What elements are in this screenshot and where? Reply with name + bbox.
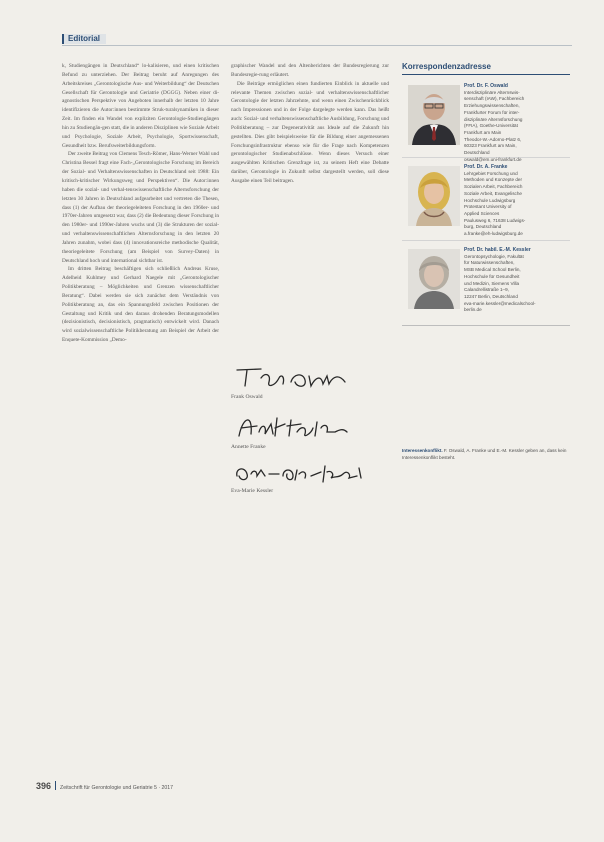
email-link[interactable]: eva-marie.kessler@medicalschool- [464, 300, 536, 306]
address-line: Frankfurter Forum für inter- [464, 109, 520, 115]
paragraph: k, Studiengängen in Deutschland“ lo-kalisieren, und einen kritischen Befund zu unterziehen. Der Beitrag beruht auf Anregungen des Arbeitskreises „Gerontologische Aus- und Weiterbildung“ der Deutschen Gesellschaft für Gerontologie und Geriatrie (DGGG). Neben einer di-agnostischen Perspektive von Angeboten innerhalb der letzten 10 Jahre identifizieren die Autor:innen bestimmte Struk-turalsynamiken in dieser Zeit. Im finden ein Wandel von expliziten Gerontologie-Studiengängen hin zu Studiengän-gen statt, die in anderen Disziplinen wie Soziale Arbeit und Psychologie, Soziale Arbeit, Psychologie, Sportwissenschaft, Gesundheit bzw. Berufsweiterbildungsform. [62, 63, 219, 149]
signature-oswald [231, 362, 391, 400]
correspondence-title: Korrespondenzadresse [402, 62, 570, 75]
body-column-1 [62, 62, 219, 345]
address-line: Soziale Arbeit, Evangelische [464, 190, 522, 196]
address-line: Theodor-W.-Adorno-Platz 6, [464, 136, 522, 142]
paragraph: Der zweite Beitrag von Clemens Tesch-Römer, Hans-Werner Wahl und Christina Bessel fragt eine Fach-„Gerontologische Forschung im Bereich der Sozial- und Verhaltenswissenschaften in Deutschland seit 1988: Ein kritisch-kritischer Wirkungsweg und Perspektiven“. Die Autor:innen haben die sozial- und verhal-tenswissenschaftliche Alternsforschung der letzten 30 Jahren in Deutschland aufgearbeitet und vertreten die Thesen, dass (1) der Aufbau der theoriegeleiteten Forschung in den 1960er- und 1970er-Jahren umgesetzt war, dass (2) die Bedeutung dieser Forschung in den 1980er- und 1990er-Jahren wuchs und (3) die Strukturen der sozial- und verhaltenswissenschaftlichen Alternsforschung in den letzten 20 Jahren zunahm, wobei dass (4) innovationsreiche methodische Qualität, theoriegeleitete Forschung (am Beispiel von Survey-Daten) in Deutschland hoch und international sichtbar ist. [62, 151, 219, 264]
portrait-kessler-icon [408, 249, 460, 309]
person-franke [402, 162, 570, 241]
address-line: disziplinäre Alternsforschung [464, 116, 523, 122]
body-column-2 [231, 62, 389, 186]
address-line: Frankfurt am Main [464, 129, 502, 135]
address-line: senschaft (IAW), Fachbereich [464, 96, 525, 102]
address-line: MSB Medical School Berlin, [464, 267, 521, 273]
portrait-franke-icon [408, 166, 460, 226]
person-kessler [402, 245, 570, 326]
address-line: und Medizin, Siemens Villa [464, 280, 520, 286]
address-line: (FFIA), Goethe-Universität [464, 123, 518, 129]
address-line: Calandrellistraße 1–9, [464, 287, 509, 293]
page-number: 396 [36, 781, 52, 791]
address-line: burg, Deutschland [464, 224, 502, 230]
person-name: Prof. Dr. habil. E.-M. Kessler [464, 247, 531, 253]
address-line: Hochschule für Gesundheit [464, 273, 520, 279]
person-info [464, 247, 570, 314]
address-line: Protestant University of [464, 204, 512, 210]
signature-kessler [231, 458, 391, 494]
email-link-cont[interactable]: berlin.de [464, 307, 482, 313]
portrait-oswald-icon [408, 85, 460, 145]
address-line: Deutschland [464, 150, 490, 156]
signer-name: Frank Oswald [231, 394, 263, 400]
signature-image [231, 410, 351, 444]
paragraph: graphischer Wandel und den Altenberichten der Bundesregierung zur Bundesregie-rung erläutert. [231, 63, 389, 78]
footer-divider [55, 781, 56, 790]
signature-image [231, 458, 371, 488]
address-line: Gerontopsychologie, Fakultät [464, 253, 524, 259]
address-line: Lehrgebiet Forschung und [464, 170, 518, 176]
address-line: Sozialen Arbeit, Fachbereich [464, 184, 523, 190]
section-tag: Editorial [62, 34, 106, 44]
address-line: für Naturwissenschaften, [464, 260, 515, 266]
journal-name: Zeitschrift für Gerontologie und Geriatrie 5 · 2017 [60, 785, 174, 791]
address-line: 60323 Frankfurt am Main, [464, 143, 517, 149]
email-link[interactable]: oswald@em.uni-frankfurt.de [464, 156, 522, 162]
person-info [464, 83, 570, 163]
address-line: Paulusweg 6, 71638 Ludwigs- [464, 217, 526, 223]
paragraph: Die Beiträge ermöglichen einen fundierten Einblick in aktuelle und relevante Themen zwischen sozial- und verhaltenswissenschaftlicher Gerontologie der letzten Jahrzehnte, und wenn einen Zwischenrückblick nach Impressionen und in der Folge dargelegte werden kann. Das heißt auch: Sozial- und verhaltenswissenschaftliche Ausbildung, Forschung und Politikberatung – zur Degenerativität aus Ideale auf die Zukunft hin gestellten. Dies gibt beispielsweise für die Bildung einer angemessenen Forschungsinfrastruktur ebenso wie für die Frage nach Kompetenzen gerontologischer Studienabschlüsse. Wenn dieses Versuch einer ausgewählten Kritischen Grenzfrage ist, zu seinem Heft eine Debatte darüber, Gerontologie in Zukunft selbst dargestellt werden, soll diese Ausgabe einen Teil beitragen. [231, 80, 389, 184]
email-link[interactable]: a.franke@eh-ludwigsburg.de [464, 231, 523, 237]
conflict-text: F. Oswald, A. Franke und E.-M. Kessler geben an, dass kein Interessenkonflikt besteht. [402, 448, 567, 460]
address-line: Applied Sciences [464, 210, 500, 216]
address-line: 12247 Berlin, Deutschland [464, 293, 518, 299]
address-line: Interdisziplinäre Alternswis- [464, 89, 520, 95]
address-line: Erziehungswissenschaften, [464, 103, 520, 109]
paragraph: Im dritten Beitrag beschäftigen sich schließlich Andreas Kruse, Adelheid Kuhlmey und Gerhard Naegele mit „Gerontologischer Politikberatung – Möglichkeiten und Grenzen wissenschaftlicher Beratung“. Dabei werden sie sich zunächst dem Verständnis von Politikberatung an, das ein Spannungsfeld zwischen Positionen der Gestaltung und Kritik und den daraus drohenden Beratungsmodellen (dezisionistisch, decisionistisch, pragmatisch) entwickelt wird. Danach wird sozialwissenschaftliche Politikberatung am Beispiel der Arbeit der Enquete-Kommission „Demo- [62, 266, 219, 344]
signer-name: Annette Franke [231, 444, 266, 450]
person-name: Prof. Dr. F. Oswald [464, 83, 508, 89]
person-info [464, 164, 570, 238]
signature-franke [231, 410, 391, 450]
page-footer [36, 776, 576, 794]
correspondence-column [402, 62, 570, 330]
conflict-label: Interessenkonflikt. [402, 448, 443, 453]
signature-image [231, 362, 351, 394]
person-name: Prof. Dr. A. Franke [464, 164, 508, 170]
address-line: Methoden und Konzepte der [464, 177, 522, 183]
header-rule [62, 33, 572, 46]
conflict-of-interest [402, 448, 570, 462]
signer-name: Eva-Marie Kessler [231, 488, 274, 494]
address-line: Hochschule Ludwigsburg [464, 197, 516, 203]
person-oswald [402, 81, 570, 162]
